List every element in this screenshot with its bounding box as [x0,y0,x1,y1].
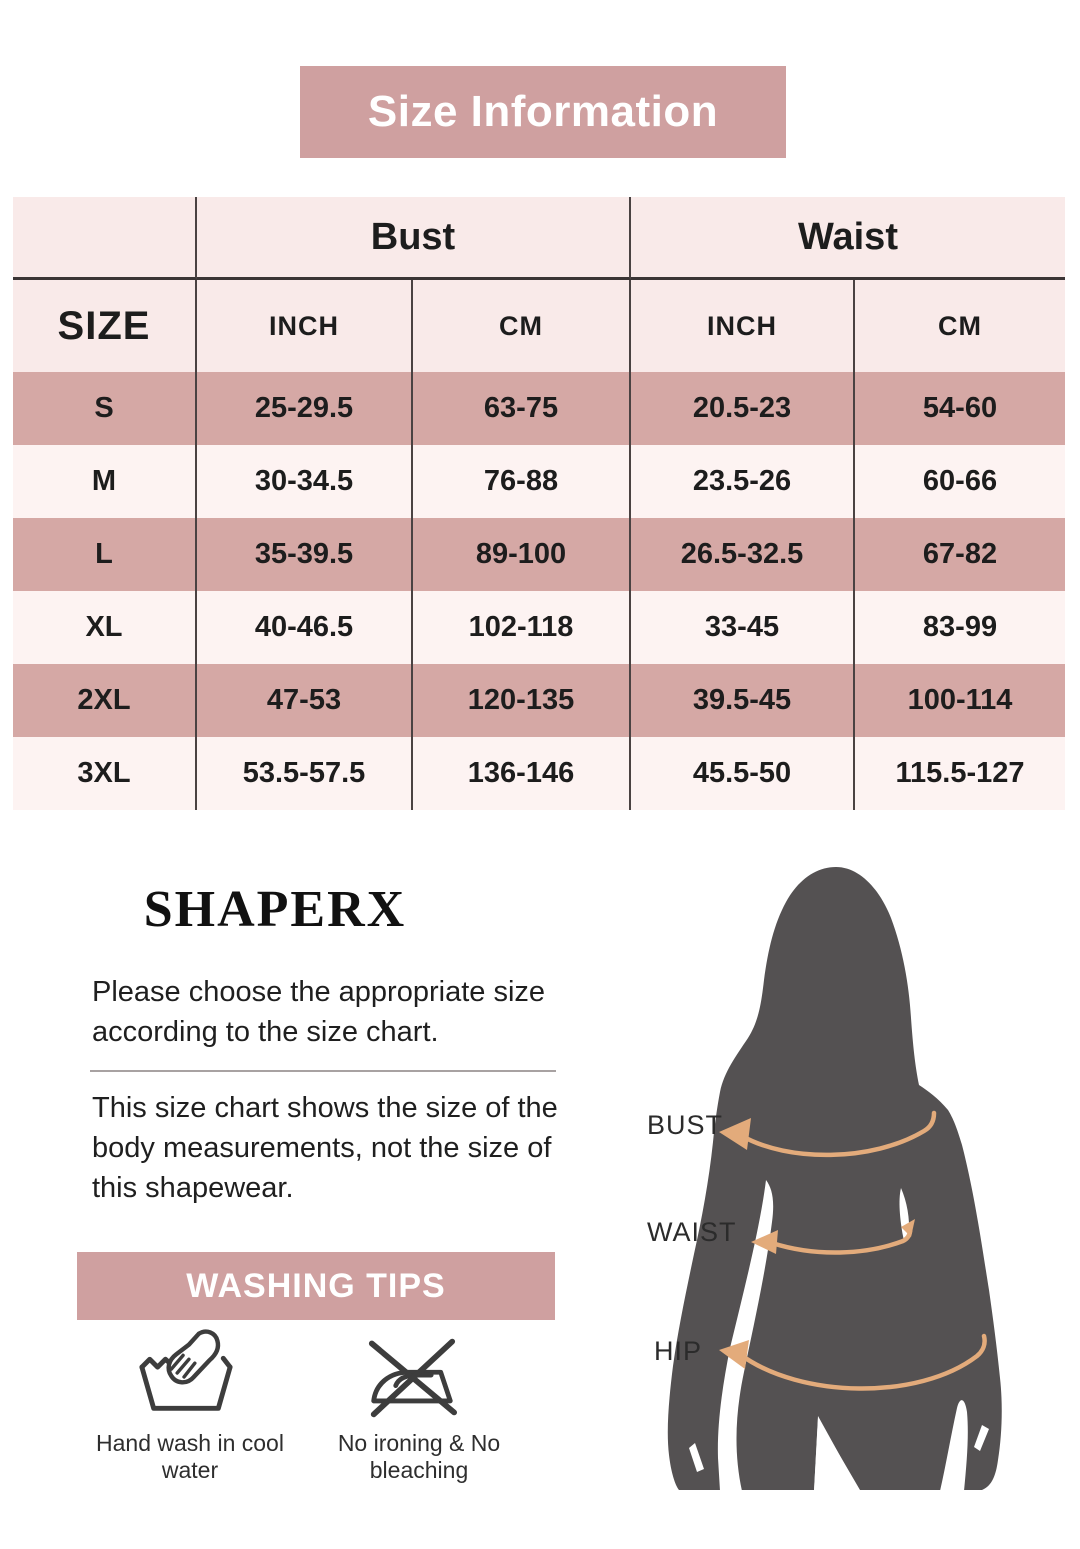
table-cell: 136-146 [413,737,631,810]
table-cell: 89-100 [413,518,631,591]
table-row-size: S [13,372,197,445]
washing-tips-text: WASHING TIPS [186,1266,446,1305]
table-row-size: 3XL [13,737,197,810]
table-cell: 67-82 [855,518,1065,591]
hip-label: HIP [654,1336,703,1366]
table-cell: 115.5-127 [855,737,1065,810]
waist-inch-header: INCH [631,280,855,372]
hand-wash-caption: Hand wash in cool water [96,1430,284,1483]
table-cell: 30-34.5 [197,445,413,518]
waist-label: WAIST [647,1217,737,1247]
column-group-bust: Bust [197,197,631,280]
table-cell: 26.5-32.5 [631,518,855,591]
size-column-header: SIZE [13,280,197,372]
table-cell: 47-53 [197,664,413,737]
table-cell: 40-46.5 [197,591,413,664]
divider-line [90,1070,556,1072]
table-cell: 20.5-23 [631,372,855,445]
table-cell: 76-88 [413,445,631,518]
table-cell: 120-135 [413,664,631,737]
bust-label: BUST [647,1110,724,1140]
table-cell: 102-118 [413,591,631,664]
table-cell: 39.5-45 [631,664,855,737]
column-group-waist: Waist [631,197,1065,280]
table-row-size: M [13,445,197,518]
hand-wash-icon [137,1325,235,1426]
page-title-text: Size Information [367,87,719,136]
brand-logo: SHAPERX [143,881,407,938]
bust-inch-header: INCH [197,280,413,372]
table-cell: 33-45 [631,591,855,664]
table-cell: 100-114 [855,664,1065,737]
table-cell: 23.5-26 [631,445,855,518]
size-table [13,197,1065,810]
table-row-size: XL [13,591,197,664]
table-cell: 63-75 [413,372,631,445]
washing-tips-banner [77,1252,555,1320]
body-measurement-figure [620,850,1080,1549]
table-cell: 53.5-57.5 [197,737,413,810]
table-row-size: L [13,518,197,591]
no-iron-icon [364,1332,460,1427]
table-cell: 25-29.5 [197,372,413,445]
body-silhouette [668,867,1002,1490]
note-disclaimer: This size chart shows the size of the body measurements, not the size of this shapewear. [92,1092,558,1205]
bust-cm-header: CM [413,280,631,372]
waist-cm-header: CM [855,280,1065,372]
table-corner-cell [13,197,197,280]
note-choose-size: Please choose the appropriate size according to the size chart. [92,976,546,1049]
table-cell: 60-66 [855,445,1065,518]
table-cell: 45.5-50 [631,737,855,810]
table-cell: 83-99 [855,591,1065,664]
no-iron-caption: No ironing & No bleaching [337,1430,501,1483]
table-row-size: 2XL [13,664,197,737]
table-cell: 54-60 [855,372,1065,445]
table-cell: 35-39.5 [197,518,413,591]
page-title [300,66,786,158]
